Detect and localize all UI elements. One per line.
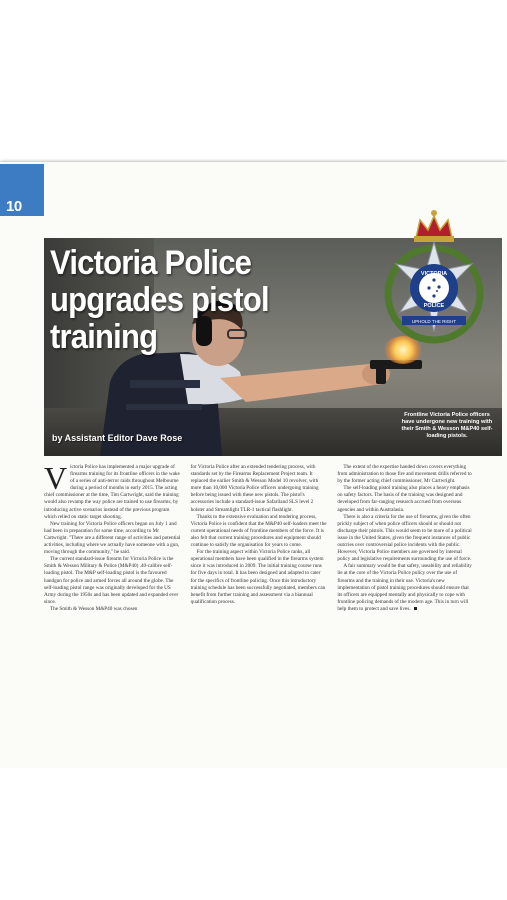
- article-paragraph: The extent of the expertise handed down covers everything from administration to those fire and movement drills referred to by the former acting chief commissioner, Mr Cartwright.: [337, 464, 472, 485]
- drop-cap: V: [44, 460, 68, 496]
- article-paragraph: Thanks to the extensive evaluation and tendering process, Victoria Police is confident that the M&P40 self-loaders meet the current operational needs of frontline members of the force. It is also felt that current training procedures and equipment should continue to satisfy the organisation for years to come.: [190, 513, 327, 549]
- article-paragraph: [44, 460, 181, 521]
- article-body: [44, 460, 474, 764]
- article-paragraph: The Smith & Wesson M&P40 was chosen: [50, 605, 138, 612]
- article-headline: Victoria Police upgrades pistol training: [50, 242, 269, 356]
- article-paragraph: New training for Victoria Police officers began on July 1 and had been in preparation for some time, according to Mr Cartwright. "There are a different range of activities and potential activities, including where we actually have someone with a gun, moving through the community," he said.: [44, 520, 181, 556]
- viewer-background-bottom: [0, 768, 507, 900]
- article-paragraph: The self-loading pistol training also places a heavy emphasis on safety factors. The basis of the training was designed and developed from far-ranging research accrued from overseas agencies and within Australasia.: [337, 485, 470, 513]
- article-paragraph: There is also a criteria for the use of firearms, given the often prickly subject of when police officers should or should not discharge their pistols. This would seem to be more of a political issue in the United States, given the frequent instances of public outcries over controversial police incidents with the public. However, Victoria Police members are governed by internal policy and legislative requirements surrounding the use of force.: [337, 513, 472, 563]
- magazine-page[interactable]: [0, 162, 507, 768]
- badge-motto: UPHOLD THE RIGHT: [411, 319, 457, 324]
- article-column-2: [191, 464, 328, 764]
- end-of-article-mark: [414, 607, 417, 610]
- article-column-3: [337, 464, 474, 764]
- article-paragraph: for Victoria Police after an extended tendering process, with standards set by the Firearms Replacement Project team. It replaced the earlier Smith & Wesson Model 10 revolver, with more than 10,000 Victoria Police officers undergoing training before being issued with these new pistols. The pistol's accessories include a standard-issue Safariland SLS level 2 holster and Streamlight TLR-1 tactical flashlight.: [190, 464, 319, 513]
- article-paragraph: The current standard-issue firearm for Victoria Police is the Smith & Wesson Military & Police (M&P40) .40-calibre self-loading pistol. The M&P self-loading pistol is the favoured handgun for police and armed forces all around the globe. The self-loading pistol range was originally developed for the US Army during the 1950s and has been updated and expanded ever since.: [44, 556, 179, 605]
- paragraph-text: A fair summary would be that safety, useability and reliability lie at the core of the Victoria Police policy over the use of firearms and the training in their use. Victoria's new implementation of pistol training procedures should ensure that its officers are equipped mentally and physically to cope with frontline policing demands of the modern age. This in turn will help them to protect and save lives.: [337, 563, 472, 612]
- article-paragraph: For the training aspect within Victoria Police ranks, all operational members have been qualified in the firearms system since it was introduced in 2009. The initial training course runs for five days in total. It has been designed and adapted to cater for the specifics of frontline policing. Once this introductory training schedule has been successfully negotiated, members can benefit from further training and assessment via a biannual qualification process.: [190, 549, 326, 605]
- photo-caption: Frontline Victoria Police officers have undergone new training with their Smith & Wesson M&P40 self-loading pistols.: [401, 412, 493, 439]
- badge-text-victoria: VICTORIA: [420, 271, 448, 277]
- page-number: 10: [6, 198, 22, 215]
- article-paragraph: [337, 563, 474, 613]
- paragraph-text: ictoria Police has implemented a major upgrade of firearms training for its frontline officers in the wake of a series of anti-terror raids throughout Melbourne during a period of months in early 2015. The acting chief commissioner at the time, Tim Cartwright, said the training would also revamp the way police are trained to use firearms, by introducing active scenarios instead of the previous program which relied on static target shooting.: [44, 464, 180, 520]
- victoria-police-badge-icon: [378, 204, 490, 344]
- page-number-tab: [0, 164, 44, 216]
- byline: by Assistant Editor Dave Rose: [52, 433, 183, 443]
- viewer-background-top: [0, 0, 507, 160]
- article-column-1: [44, 460, 181, 764]
- badge-text-police: POLICE: [423, 303, 445, 309]
